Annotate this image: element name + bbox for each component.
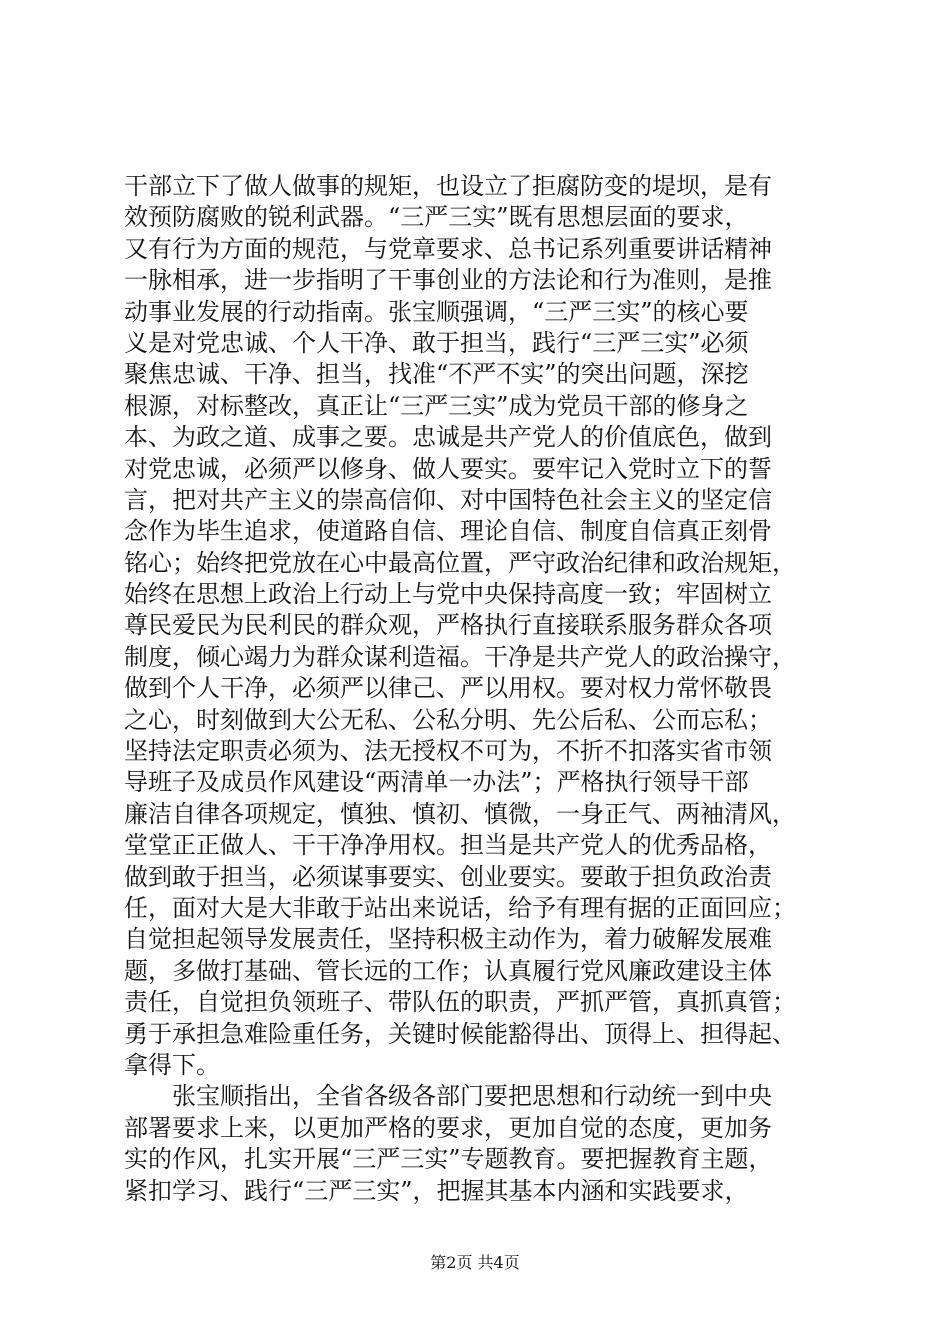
text-line: 制度，倾心竭力为群众谋利造福。干净是共产党人的政治操守， [124, 642, 796, 671]
text-line: 责任，自觉担负领班子、带队伍的职责，严抓严管，真抓真管； [124, 988, 796, 1017]
text-line: 做到敢于担当，必须谋事要实、创业要实。要敢于担负政治责 [124, 862, 772, 891]
text-line: 动事业发展的行动指南。张宝顺强调，“三严三实”的核心要 [124, 297, 749, 326]
text-line: 之心，时刻做到大公无私、公私分明、先公后私、公而忘私； [124, 705, 772, 734]
text-line: 本、为政之道、成事之要。忠诚是共产党人的价值底色，做到 [124, 423, 772, 452]
text-line: 任，面对大是大非敢于站出来说话，给予有理有据的正面回应； [124, 893, 796, 922]
text-line: 张宝顺指出，全省各级各部门要把思想和行动统一到中央 [124, 1082, 772, 1111]
text-line: 一脉相承，进一步指明了干事创业的方法论和行为准则，是推 [124, 266, 772, 295]
text-line: 做到个人干净，必须严以律己、严以用权。要对权力常怀敬畏 [124, 674, 772, 703]
text-line: 实的作风，扎实开展“三严三实”专题教育。要把握教育主题， [124, 1145, 773, 1174]
text-line: 坚持法定职责必须为、法无授权不可为，不折不扣落实省市领 [124, 737, 772, 766]
text-line: 根源，对标整改，真正让“三严三实”成为党员干部的修身之 [124, 391, 749, 420]
text-line: 铭心；始终把党放在心中最高位置，严守政治纪律和政治规矩， [124, 548, 796, 577]
text-line: 自觉担起领导发展责任，坚持积极主动作为，着力破解发展难 [124, 925, 772, 954]
text-line: 勇于承担急难险重任务，关键时候能豁得出、顶得上、担得起、 [124, 1019, 796, 1048]
text-line: 题，多做打基础、管长远的工作；认真履行党风廉政建设主体 [124, 956, 772, 985]
text-line: 部署要求上来，以更加严格的要求，更加自觉的态度，更加务 [124, 1113, 772, 1142]
text-line: 尊民爱民为民利民的群众观，严格执行直接联系服务群众各项 [124, 611, 772, 640]
body-text [124, 171, 844, 1207]
text-line: 对党忠诚，必须严以修身、做人要实。要牢记入党时立下的誓 [124, 454, 772, 483]
text-line: 导班子及成员作风建设“两清单一办法”；严格执行领导干部 [124, 768, 749, 797]
page-footer: 第2页 共4页 [430, 1253, 520, 1272]
text-line: 义是对党忠诚、个人干净、敢于担当，践行“三严三实”必须 [124, 328, 749, 357]
text-line: 廉洁自律各项规定，慎独、慎初、慎微，一身正气、两袖清风， [124, 799, 796, 828]
text-line: 拿得下。 [124, 1050, 220, 1079]
text-line: 聚焦忠诚、干净、担当，找准“不严不实”的突出问题，深挖 [124, 360, 749, 389]
text-line: 效预防腐败的锐利武器。“三严三实”既有思想层面的要求， [124, 203, 749, 232]
text-line: 紧扣学习、践行“三严三实”，把握其基本内涵和实践要求， [124, 1176, 749, 1205]
text-line: 始终在思想上政治上行动上与党中央保持高度一致；牢固树立 [124, 580, 772, 609]
text-line: 念作为毕生追求，使道路自信、理论自信、制度自信真正刻骨 [124, 517, 772, 546]
text-line: 言，把对共产主义的崇高信仰、对中国特色社会主义的坚定信 [124, 485, 772, 514]
text-line: 堂堂正正做人、干干净净用权。担当是共产党人的优秀品格， [124, 831, 772, 860]
text-line: 干部立下了做人做事的规矩，也设立了拒腐防变的堤坝，是有 [124, 172, 772, 200]
text-line: 又有行为方面的规范，与党章要求、总书记系列重要讲话精神 [124, 234, 772, 263]
